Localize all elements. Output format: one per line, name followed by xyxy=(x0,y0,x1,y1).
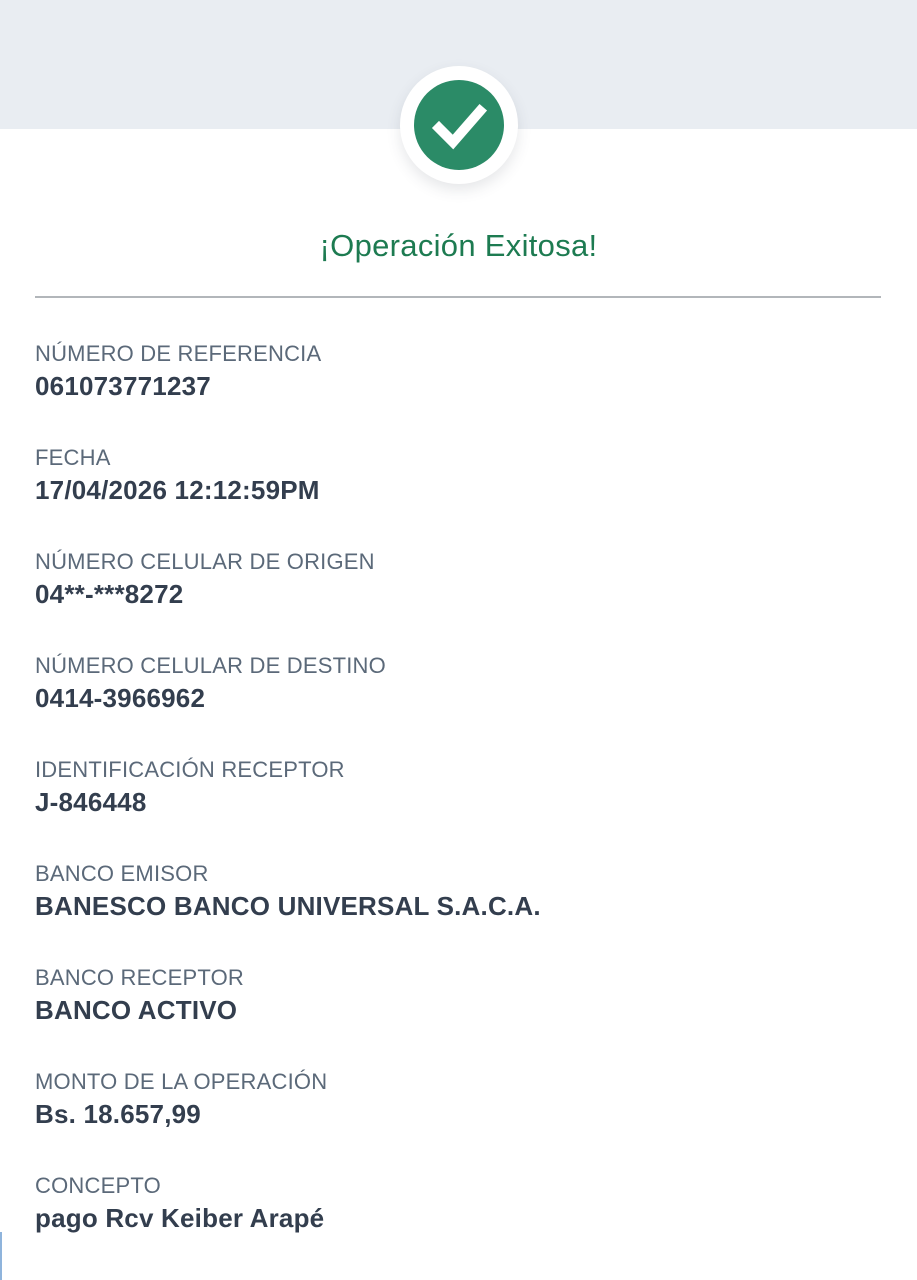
field-label: FECHA xyxy=(35,445,111,470)
field-concept xyxy=(35,1171,877,1236)
field-amount xyxy=(35,1067,877,1132)
field-label: NÚMERO CELULAR DE DESTINO xyxy=(35,653,386,678)
success-circle xyxy=(414,80,504,170)
field-label: NÚMERO CELULAR DE ORIGEN xyxy=(35,549,375,574)
field-value: 04**-***8272 xyxy=(35,579,184,609)
field-receiver-id xyxy=(35,755,877,820)
field-label: CONCEPTO xyxy=(35,1173,161,1198)
check-icon xyxy=(415,81,503,169)
field-value: BANCO ACTIVO xyxy=(35,995,238,1025)
success-badge xyxy=(400,66,518,184)
field-sender-bank xyxy=(35,859,877,924)
field-date xyxy=(35,443,877,508)
field-value: 0414-3966962 xyxy=(35,683,206,713)
success-title: ¡Operación Exitosa! xyxy=(319,228,598,263)
field-value: J-846448 xyxy=(35,787,147,817)
field-value: Bs. 18.657,99 xyxy=(35,1099,201,1129)
field-value: BANESCO BANCO UNIVERSAL S.A.C.A. xyxy=(35,891,541,921)
field-label: BANCO RECEPTOR xyxy=(35,965,244,990)
field-receiver-bank xyxy=(35,963,877,1028)
field-label: IDENTIFICACIÓN RECEPTOR xyxy=(35,757,345,782)
field-reference-number xyxy=(35,339,877,404)
field-label: MONTO DE LA OPERACIÓN xyxy=(35,1069,328,1094)
field-value: pago Rcv Keiber Arapé xyxy=(35,1203,325,1233)
field-value: 061073771237 xyxy=(35,371,211,401)
field-destination-phone xyxy=(35,651,877,716)
field-label: NÚMERO DE REFERENCIA xyxy=(35,341,322,366)
field-value: 17/04/2026 12:12:59PM xyxy=(35,475,320,505)
divider xyxy=(35,296,881,298)
field-label: BANCO EMISOR xyxy=(35,861,209,886)
field-origin-phone xyxy=(35,547,877,612)
receipt-details xyxy=(35,339,877,1275)
left-edge-accent xyxy=(0,1232,2,1280)
